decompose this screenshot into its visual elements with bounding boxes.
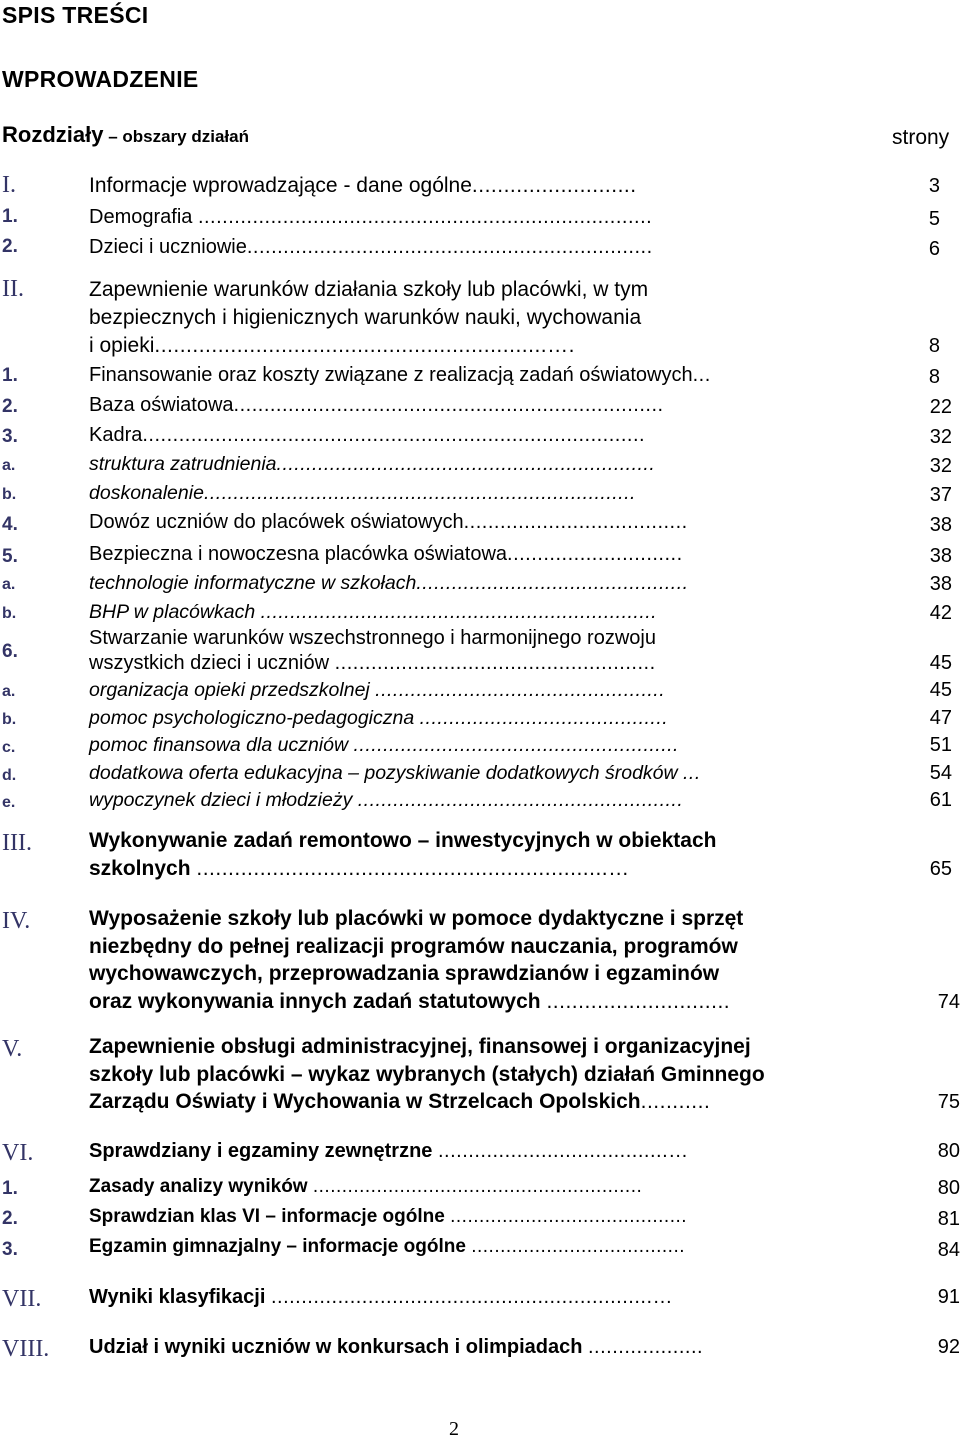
entry-page: 8	[928, 335, 940, 357]
entry-page: 38	[929, 573, 952, 595]
entry-num: II.	[2, 276, 24, 302]
entry-title[interactable]: dodatkowa oferta edukacyjna – pozyskiwanie dodatkowych środków ...	[89, 762, 701, 784]
entry-num: 2.	[2, 1208, 18, 1229]
entry-num: 5.	[2, 546, 18, 567]
entry-title[interactable]: Kadra...................................................................................	[89, 424, 646, 446]
entry-page: 45	[929, 652, 952, 674]
entry-num: VI.	[2, 1140, 34, 1166]
entry-page: 38	[929, 514, 952, 536]
entry-num: d.	[2, 767, 17, 784]
entry-page: 51	[929, 734, 952, 756]
entry-page: 80	[937, 1177, 960, 1199]
entry-page: 74	[937, 991, 960, 1013]
entry-title[interactable]: Zasady analizy wyników .........................................................	[89, 1176, 643, 1197]
entry-title-line: wychowawczych, przeprowadzania sprawdzianów i egzaminów	[89, 962, 720, 985]
entry-title[interactable]: Sprawdzian klas VI – informacje ogólne .........................................	[89, 1206, 688, 1227]
entry-title-line: Wyposażenie szkoły lub placówki w pomoce dydaktyczne i sprzęt	[89, 907, 744, 930]
entry-page: 45	[929, 679, 952, 701]
entry-num: b.	[2, 486, 17, 503]
entry-page: 6	[928, 238, 940, 260]
entry-num: a.	[2, 576, 16, 593]
entry-num: 1.	[2, 206, 18, 227]
entry-title[interactable]: wszystkich dzieci i uczniów .....................................................	[89, 652, 656, 674]
entry-title-line: Stwarzanie warunków wszechstronnego i harmonijnego rozwoju	[89, 627, 656, 649]
sections-label-rest: – obszary działań	[103, 127, 249, 146]
entry-title[interactable]: organizacja opieki przedszkolnej .................................................	[89, 679, 666, 701]
entry-page: 91	[937, 1286, 960, 1308]
entry-page: 75	[937, 1091, 960, 1113]
entry-page: 38	[929, 545, 952, 567]
entry-num: IV.	[2, 908, 31, 934]
entry-title[interactable]: Bezpieczna i nowoczesna placówka oświatowa.............................	[89, 543, 683, 565]
entry-num: VII.	[2, 1286, 42, 1312]
entry-num: 1.	[2, 1178, 18, 1199]
entry-num: 4.	[2, 514, 18, 535]
entry-title[interactable]: struktura zatrudnienia................................................................	[89, 453, 656, 475]
entry-title[interactable]: i opieki..............................................................….	[89, 334, 575, 357]
entry-page: 80	[937, 1140, 960, 1162]
entry-title[interactable]: pomoc psychologiczno-pedagogiczna ..........................................	[89, 707, 669, 729]
entry-title[interactable]: wypoczynek dzieci i młodzieży .......................................................	[89, 789, 684, 811]
entry-num: b.	[2, 605, 17, 622]
entry-title-line: szkoły lub placówki – wykaz wybranych (stałych) działań Gminnego	[89, 1063, 765, 1086]
entry-title[interactable]: Egzamin gimnazjalny – informacje ogólne .....................................	[89, 1236, 686, 1257]
entry-title[interactable]: oraz wykonywania innych zadań statutowych .............................	[89, 990, 731, 1013]
entry-title[interactable]: Wyniki klasyfikacji ...............................................................…	[89, 1286, 674, 1308]
pages-label: strony	[892, 126, 950, 149]
entry-num: 2.	[2, 396, 18, 417]
entry-num: e.	[2, 794, 16, 811]
entry-page: 32	[929, 426, 952, 448]
entry-page: 32	[929, 455, 952, 477]
entry-page: 5	[928, 208, 940, 230]
entry-page: 3	[928, 175, 940, 197]
entry-page: 22	[929, 396, 952, 418]
entry-title[interactable]: szkolnych .................................................................…	[89, 857, 630, 880]
entry-title-line: Zapewnienie warunków działania szkoły lub placówki, w tym	[89, 278, 649, 301]
page-number: 2	[449, 1418, 459, 1440]
entry-title[interactable]: Finansowanie oraz koszty związane z realizacją zadań oświatowych...	[89, 364, 711, 386]
entry-page: 65	[929, 858, 952, 880]
entry-num: c.	[2, 739, 16, 756]
entry-title[interactable]: Dzieci i uczniowie...................................................................	[89, 236, 653, 258]
entry-num: VIII.	[2, 1336, 50, 1362]
entry-page: 8	[928, 366, 940, 388]
entry-title[interactable]: doskonalenie.........................................................................	[89, 482, 636, 504]
entry-title[interactable]: BHP w placówkach ...................................................................	[89, 601, 658, 623]
entry-num: 1.	[2, 365, 18, 386]
entry-num: b.	[2, 711, 17, 728]
entry-page: 54	[929, 762, 952, 784]
entry-title[interactable]: Demografia ...........................................................................	[89, 206, 653, 228]
entry-page: 42	[929, 602, 952, 624]
intro-heading: WPROWADZENIE	[2, 66, 199, 92]
entry-title[interactable]: Baza oświatowa.......................................................................	[89, 394, 664, 416]
sections-label	[2, 122, 249, 148]
entry-title-line: niezbędny do pełnej realizacji programów nauczania, programów	[89, 935, 738, 958]
entry-page: 37	[929, 484, 952, 506]
entry-num: 6.	[2, 641, 18, 662]
entry-title[interactable]: Informacje wprowadzające - dane ogólne..........................	[89, 174, 637, 197]
entry-page: 84	[937, 1239, 960, 1261]
entry-title[interactable]: Dowóz uczniów do placówek oświatowych.....................................	[89, 511, 688, 533]
entry-title-line: Wykonywanie zadań remontowo – inwestycyjnych w obiektach	[89, 829, 717, 852]
entry-num: 3.	[2, 426, 18, 447]
entry-num: a.	[2, 683, 16, 700]
entry-title-line: Zapewnienie obsługi administracyjnej, finansowej i organizacyjnej	[89, 1035, 751, 1058]
entry-num: 2.	[2, 236, 18, 257]
entry-num: 3.	[2, 1239, 18, 1260]
entry-num: III.	[2, 830, 32, 856]
sections-label-bold: Rozdziały	[2, 122, 104, 147]
entry-page: 47	[929, 707, 952, 729]
entry-num: V.	[2, 1036, 23, 1062]
toc-heading: SPIS TREŚCI	[2, 2, 149, 28]
entry-title[interactable]: pomoc finansowa dla uczniów .......................................................	[89, 734, 679, 756]
entry-title[interactable]: Sprawdziany i egzaminy zewnętrzne ......................................…	[89, 1140, 689, 1162]
entry-num: I.	[2, 172, 16, 198]
entry-title-line: bezpiecznych i higienicznych warunków nauki, wychowania	[89, 306, 642, 329]
entry-title[interactable]: Udział i wyniki uczniów w konkursach i olimpiadach ...................	[89, 1336, 704, 1358]
entry-page: 61	[929, 789, 952, 811]
entry-num: a.	[2, 457, 16, 474]
entry-page: 81	[937, 1208, 960, 1230]
entry-title[interactable]: Zarządu Oświaty i Wychowania w Strzelcach Opolskich...........	[89, 1090, 711, 1113]
entry-page: 92	[937, 1336, 960, 1358]
entry-title[interactable]: technologie informatyczne w szkołach..............................................	[89, 572, 689, 594]
